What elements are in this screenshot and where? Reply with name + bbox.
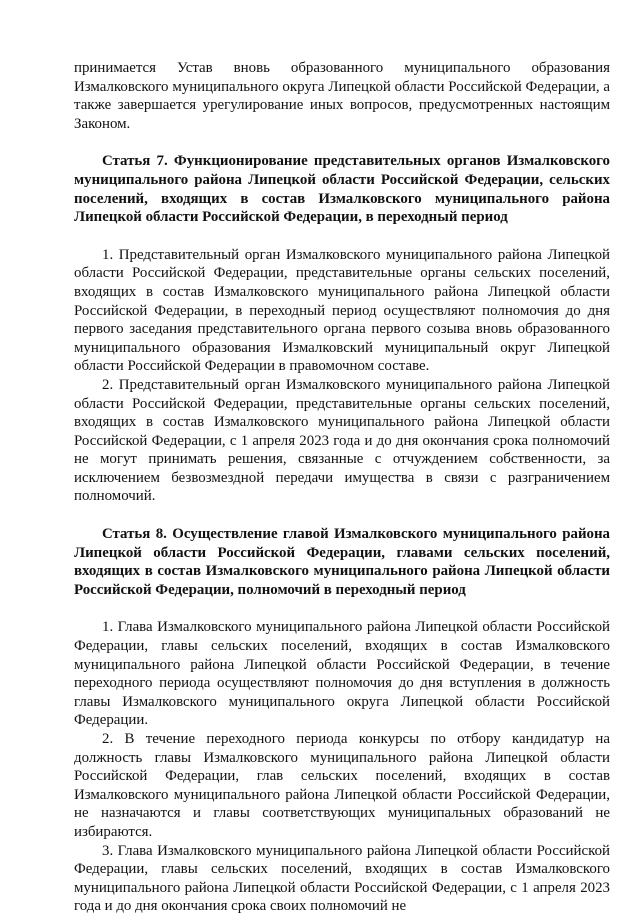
spacer (74, 227, 610, 246)
spacer (74, 506, 610, 525)
article-7-paragraph-2: 2. Представительный орган Измалковского муниципального района Липецкой области Российской Федерации, представительные органы сельских поселений, входящих в состав Измалковского муниципального района Липецкой области Российской Федерации, с 1 апреля 2023 года и до дня окончания срока полномочий не могут принимать решения, связанные с отчуждением собственности, за исключением безвозмездной передачи имущества в связи с разграничением полномочий. (74, 376, 610, 505)
article-8-paragraph-1: 1. Глава Измалковского муниципального района Липецкой области Российской Федерации, главы сельских поселений, входящих в состав Измалковского муниципального района Липецкой области Российской Федерации, в течение переходного периода осуществляют полномочия до дня вступления в должность главы Измалковского муниципального округа Липецкой области Российской Федерации. (74, 619, 610, 729)
article-8-heading: Статья 8. Осуществление главой Измалковского муниципального района Липецкой области Российской Федерации, главами сельских поселений, входящих в состав Измалковского муниципального района Липецкой области Российской Федерации, полномочий в переходный период (74, 526, 610, 598)
intro-paragraph: принимается Устав вновь образованного муниципального образования Измалковского муниципального округа Липецкой области Российской Федерации, а также завершается урегулирование иных вопросов, предусмотренных настоящим Законом. (74, 60, 610, 132)
spacer (74, 599, 610, 618)
spacer (74, 133, 610, 152)
article-7-heading: Статья 7. Функционирование представительных органов Измалковского муниципального района Липецкой области Российской Федерации, сельских поселений, входящих в состав Измалковского муниципального района Липецкой области Российской Федерации, в переходный период (74, 153, 610, 226)
document-page (74, 59, 610, 916)
article-8-paragraph-3: 3. Глава Измалковского муниципального района Липецкой области Российской Федерации, главы сельских поселений, входящих в состав Измалковского муниципального района Липецкой области Российской Федерации, с 1 апреля 2023 года и до дня окончания срока своих полномочий не (74, 842, 610, 915)
article-8-paragraph-2: 2. В течение переходного периода конкурсы по отбору кандидатур на должность главы Измалковского муниципального района Липецкой области Российской Федерации, глав сельских поселений, входящих в состав Измалковского муниципального района Липецкой области Российской Федерации, не назначаются и главы соответствующих муниципальных образований не избираются. (74, 731, 610, 840)
article-7-paragraph-1: 1. Представительный орган Измалковского муниципального района Липецкой области Российской Федерации, представительные органы сельских поселений, входящих в состав Измалковского муниципального района Липецкой области Российской Федерации, в переходный период осуществляют полномочия до дня первого заседания представительного органа первого созыва вновь образованного муниципального образования Измалковский муниципальный округ Липецкой области Российской Федерации в правомочном составе. (74, 246, 610, 375)
